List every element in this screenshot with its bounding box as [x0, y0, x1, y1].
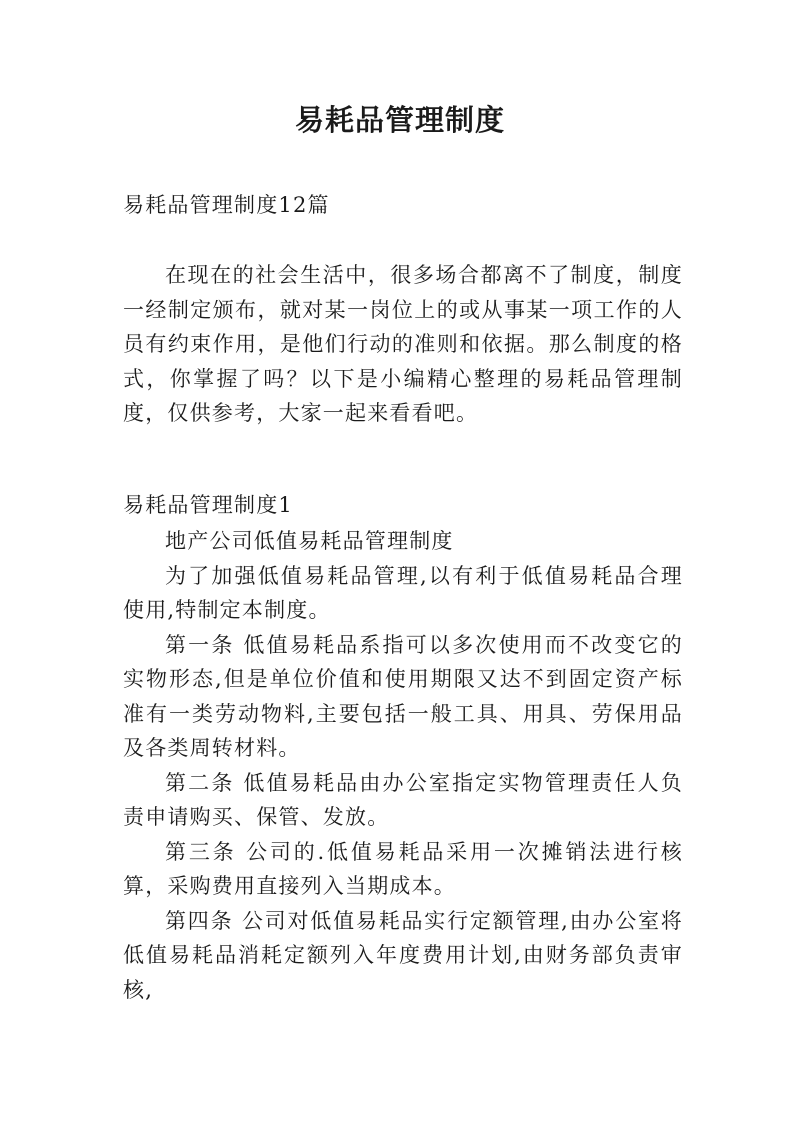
intro-paragraph: 在现在的社会生活中，很多场合都离不了制度，制度一经制定颁布，就对某一岗位上的或从事某一项工作的人员有约束作用，是他们行动的准则和依据。那么制度的格式，你掌握了吗？以下是小编精心整理的易耗品管理制度，仅供参考，大家一起来看看吧。 — [123, 263, 683, 425]
page-title: 易耗品管理制度 — [294, 103, 505, 137]
paragraph-heading: 地产公司低值易耗品管理制度 — [165, 529, 454, 553]
document-subtitle: 易耗品管理制度12篇 — [123, 193, 330, 217]
paragraph-article-4: 第四条 公司对低值易耗品实行定额管理,由办公室将低值易耗品消耗定额列入年度费用计划,由财务部负责审核, — [123, 908, 683, 1002]
section-heading: 易耗品管理制度1 — [123, 493, 293, 517]
paragraph-purpose: 为了加强低值易耗品管理,以有利于低值易耗品合理使用,特制定本制度。 — [123, 563, 683, 622]
section-body — [123, 524, 683, 1007]
paragraph-article-2: 第二条 低值易耗品由办公室指定实物管理责任人负责申请购买、保管、发放。 — [123, 770, 683, 829]
paragraph-article-3: 第三条 公司的.低值易耗品采用一次摊销法进行核算，采购费用直接列入当期成本。 — [123, 839, 683, 898]
paragraph-article-1: 第一条 低值易耗品系指可以多次使用而不改变它的实物形态,但是单位价值和使用期限又达不到固定资产标准有一类劳动物料,主要包括一般工具、用具、劳保用品及各类周转材料。 — [123, 632, 683, 760]
